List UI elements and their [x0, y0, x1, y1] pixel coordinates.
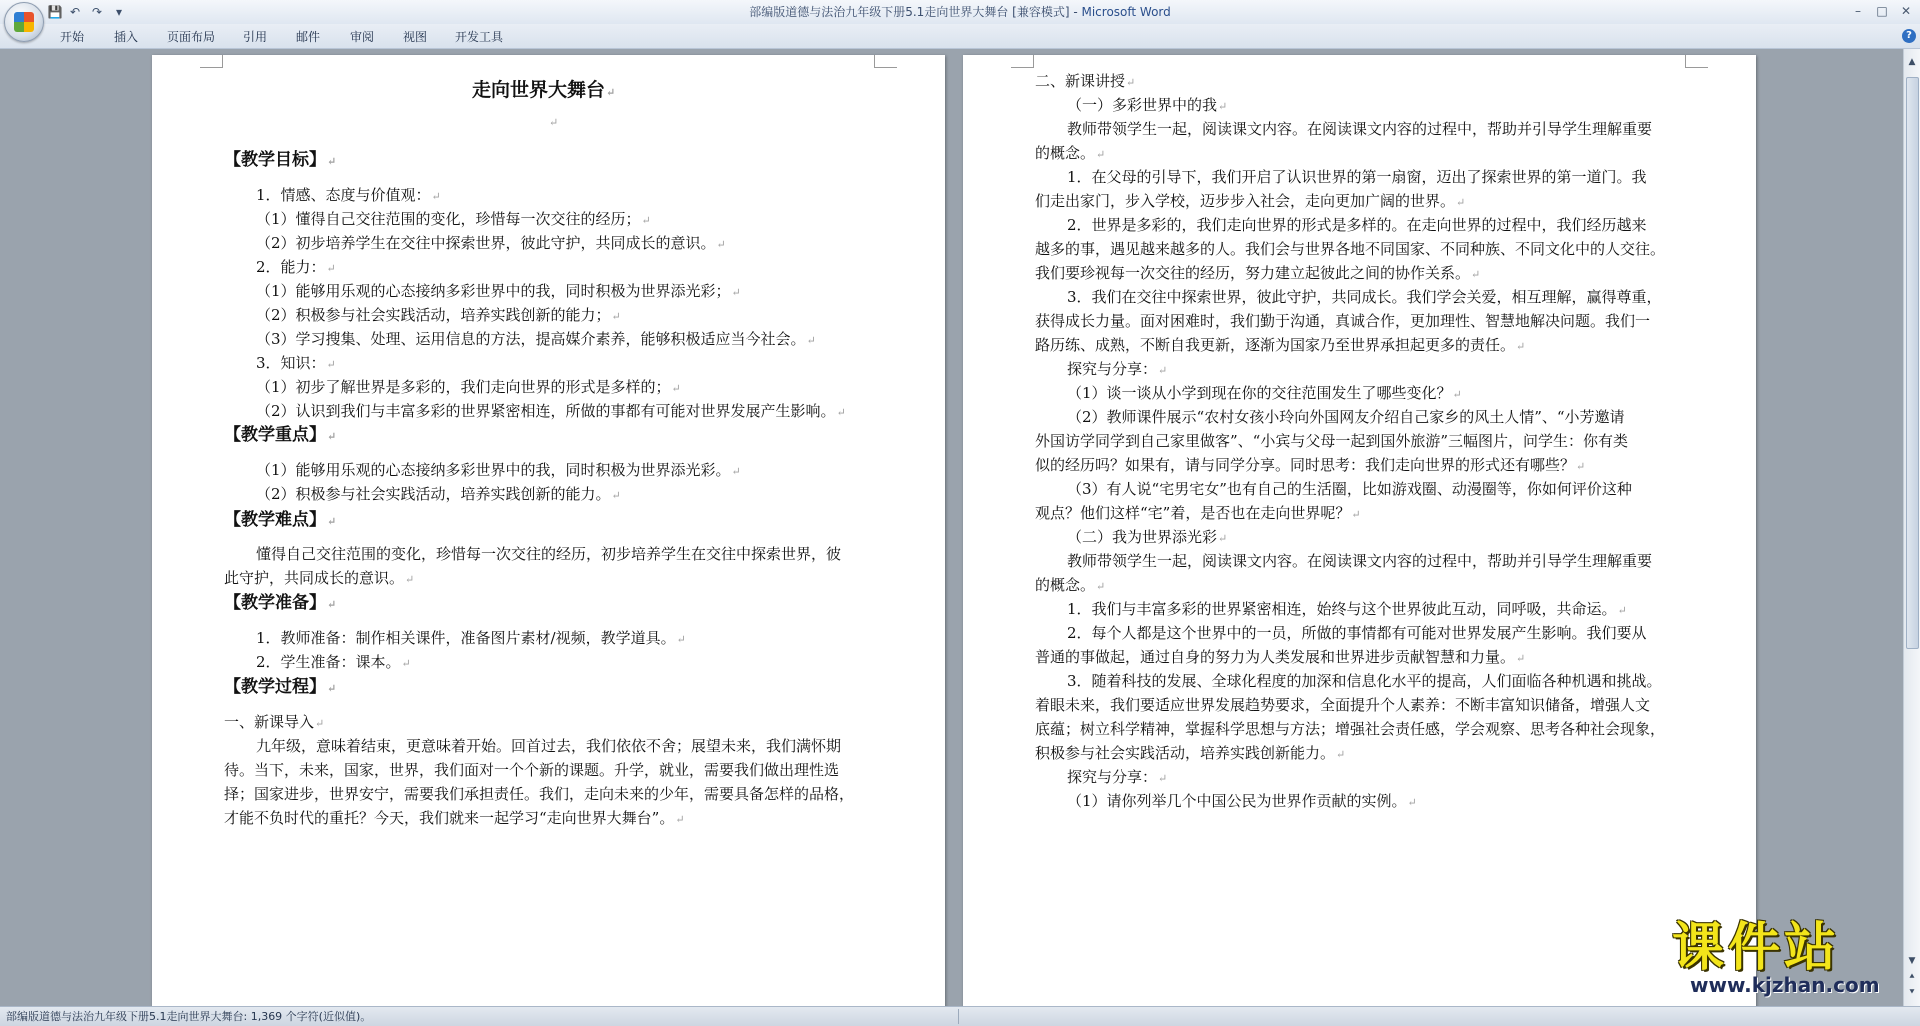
- watermark-url: www.kjzhan.com: [1690, 973, 1880, 997]
- paragraph: 3．我们在交往中探索世界，彼此守护，共同成长。我们学会关爱，相互理解，赢得尊重，: [1067, 288, 1662, 306]
- tab-home[interactable]: 开始: [60, 30, 85, 44]
- paragraph: （1）请你列举几个中国公民为世界作贡献的实例。↵: [1067, 792, 1417, 810]
- paragraph: （2）教师课件展示“农村女孩小玲向外国网友介绍自己家乡的风土人情”、“小芳邀请: [1067, 408, 1625, 426]
- tab-review[interactable]: 审阅: [350, 30, 375, 44]
- paragraph: 观点？他们这样“宅”着，是否也在走向世界呢？↵: [1035, 504, 1361, 522]
- paragraph: 1．在父母的引导下，我们开启了认识世界的第一扇窗，迈出了探索世界的第一道门。我: [1067, 168, 1647, 186]
- close-button[interactable]: ✕: [1900, 4, 1912, 18]
- app-name: Microsoft Word: [1081, 5, 1171, 19]
- paragraph: 教师带领学生一起，阅读课文内容。在阅读课文内容的过程中，帮助并引导学生理解重要: [1067, 120, 1653, 138]
- paragraph: 懂得自己交往范围的变化，珍惜每一次交往的经历，初步培养学生在交往中探索世界，彼: [256, 545, 842, 563]
- status-divider: [958, 1009, 959, 1024]
- paragraph: 2．能力：↵: [256, 258, 336, 276]
- maximize-button[interactable]: □: [1876, 4, 1888, 18]
- paragraph: （1）懂得自己交往范围的变化，珍惜每一次交往的经历；↵: [256, 210, 651, 228]
- paragraph: 着眼未来，我们要适应世界发展趋势要求，全面提升个人素养：不断丰富知识储备，增强人文: [1035, 696, 1651, 714]
- section-heading: 【教学目标】↵: [224, 150, 337, 170]
- paragraph: 3．知识：↵: [256, 354, 336, 372]
- paragraph: 底蕴；树立科学精神，掌握科学思想与方法；增强社会责任感，学会观察、思考各种社会现象，: [1035, 720, 1666, 738]
- paragraph: 2．世界是多彩的，我们走向世界的形式是多样的。在走向世界的过程中，我们经历越来: [1067, 216, 1647, 234]
- document-heading: 走向世界大舞台↵: [472, 79, 616, 101]
- watermark-logo-text: 课件站: [1672, 918, 1841, 978]
- paragraph: （2）积极参与社会实践活动，培养实践创新的能力。↵: [256, 485, 621, 503]
- window-title: [0, 0, 1920, 24]
- status-bar: [0, 1006, 1920, 1026]
- customize-quick-access-icon[interactable]: ▾: [115, 5, 123, 19]
- tab-mailings[interactable]: 邮件: [296, 30, 321, 44]
- status-text: 部编版道德与法治九年级下册5.1走向世界大舞台: 1,369 个字符(近似值)。: [6, 1010, 372, 1023]
- section-heading: 【教学难点】↵: [224, 510, 337, 530]
- paragraph: 的概念。↵: [1035, 144, 1106, 162]
- paragraph: 教师带领学生一起，阅读课文内容。在阅读课文内容的过程中，帮助并引导学生理解重要: [1067, 552, 1653, 570]
- crop-mark: [1685, 55, 1708, 68]
- paragraph: 1．情感、态度与价值观：↵: [256, 186, 441, 204]
- paragraph: 路历练、成熟，不断自我更新，逐渐为国家乃至世界承担起更多的责任。↵: [1035, 336, 1526, 354]
- ribbon-tabs: [0, 24, 1920, 49]
- scroll-up-icon[interactable]: ▲: [1908, 57, 1916, 67]
- paragraph: （1）初步了解世界是多彩的，我们走向世界的形式是多样的；↵: [256, 378, 681, 396]
- tab-page-layout[interactable]: 页面布局: [167, 30, 216, 44]
- paragraph: 1．我们与丰富多彩的世界紧密相连，始终与这个世界彼此互动，同呼吸，共命运。↵: [1067, 600, 1627, 618]
- tab-insert[interactable]: 插入: [114, 30, 139, 44]
- crop-mark: [874, 55, 897, 68]
- empty-paragraph: ↵: [549, 116, 559, 129]
- paragraph: 积极参与社会实践活动，培养实践创新能力。↵: [1035, 744, 1346, 762]
- paragraph: 获得成长力量。面对困难时，我们勤于沟通，真诚合作，更加理性、智慧地解决问题。我们一: [1035, 312, 1651, 330]
- title-bar: [0, 0, 1920, 25]
- page-right: [963, 55, 1756, 1006]
- document-area: [0, 49, 1904, 1006]
- tab-references[interactable]: 引用: [243, 30, 268, 44]
- next-page-icon[interactable]: ⯆: [1908, 988, 1916, 998]
- tab-developer[interactable]: 开发工具: [455, 30, 504, 44]
- paragraph: 探究与分享：↵: [1067, 360, 1168, 378]
- paragraph: 似的经历吗？如果有，请与同学分享。同时思考：我们走向世界的形式还有哪些？↵: [1035, 456, 1586, 474]
- save-icon[interactable]: 💾: [47, 5, 63, 19]
- paragraph: 才能不负时代的重托？今天，我们就来一起学习“走向世界大舞台”。↵: [224, 809, 685, 827]
- paragraph: 2．每个人都是这个世界中的一员，所做的事情都有可能对世界发展产生影响。我们要从: [1067, 624, 1647, 642]
- crop-mark: [1011, 55, 1034, 68]
- paragraph: 2．学生准备：课本。↵: [256, 653, 411, 671]
- vertical-scrollbar[interactable]: [1903, 49, 1920, 1006]
- tab-view[interactable]: 视图: [403, 30, 428, 44]
- paragraph: 一、新课导入↵: [224, 713, 325, 731]
- paragraph: 越多的事，遇见越来越多的人。我们会与世界各地不同国家、不同种族、不同文化中的人交往。: [1035, 240, 1666, 258]
- watermark: [1668, 918, 1908, 998]
- paragraph: 待。当下，未来，国家，世界，我们面对一个个新的课题。升学，就业，需要我们做出理性选: [224, 761, 840, 779]
- section-heading: 【教学重点】↵: [224, 425, 337, 445]
- paragraph: （3）有人说“宅男宅女”也有自己的生活圈，比如游戏圈、动漫圈等，你如何评价这种: [1067, 480, 1632, 498]
- paragraph: 普通的事做起，通过自身的努力为人类发展和世界进步贡献智慧和力量。↵: [1035, 648, 1526, 666]
- paragraph: 我们要珍视每一次交往的经历，努力建立起彼此之间的协作关系。↵: [1035, 264, 1481, 282]
- minimize-button[interactable]: –: [1855, 4, 1861, 18]
- paragraph: （一）多彩世界中的我↵: [1067, 96, 1228, 114]
- page-left: [152, 55, 945, 1006]
- help-icon[interactable]: ?: [1902, 29, 1916, 43]
- scrollbar-thumb[interactable]: [1906, 77, 1919, 649]
- paragraph: （1）能够用乐观的心态接纳多彩世界中的我，同时积极为世界添光彩。↵: [256, 461, 741, 479]
- paragraph: 探究与分享：↵: [1067, 768, 1168, 786]
- scroll-down-icon[interactable]: ▼: [1908, 956, 1916, 966]
- paragraph: （2）初步培养学生在交往中探索世界，彼此守护，共同成长的意识。↵: [256, 234, 726, 252]
- paragraph: （1）能够用乐观的心态接纳多彩世界中的我，同时积极为世界添光彩；↵: [256, 282, 741, 300]
- paragraph: （1）谈一谈从小学到现在你的交往范围发生了哪些变化？↵: [1067, 384, 1462, 402]
- paragraph: 二、新课讲授↵: [1035, 72, 1136, 90]
- paragraph: 3．随着科技的发展、全球化程度的加深和信息化水平的提高，人们面临各种机遇和挑战。: [1067, 672, 1662, 690]
- paragraph: 九年级，意味着结束，更意味着开始。回首过去，我们依依不舍；展望未来，我们满怀期: [256, 737, 842, 755]
- paragraph: （3）学习搜集、处理、运用信息的方法，提高媒介素养，能够积极适应当今社会。↵: [256, 330, 816, 348]
- paragraph: （2）认识到我们与丰富多彩的世界紧密相连，所做的事都有可能对世界发展产生影响。↵: [256, 402, 846, 420]
- paragraph: 们走出家门，步入学校，迈步步入社会，走向更加广阔的世界。↵: [1035, 192, 1466, 210]
- paragraph: 1．教师准备：制作相关课件，准备图片素材/视频，教学道具。↵: [256, 629, 686, 647]
- document-title: 部编版道德与法治九年级下册5.1走向世界大舞台 [兼容模式] -: [749, 5, 1078, 19]
- paragraph: （2）积极参与社会实践活动，培养实践创新的能力；↵: [256, 306, 621, 324]
- section-heading: 【教学准备】↵: [224, 593, 337, 613]
- paragraph: 择；国家进步，世界安宁，需要我们承担责任。我们，走向未来的少年，需要具备怎样的品格，: [224, 785, 855, 803]
- office-logo-icon: [14, 12, 34, 32]
- paragraph: 此守护，共同成长的意识。↵: [224, 569, 415, 587]
- undo-icon[interactable]: ↶: [69, 5, 81, 19]
- paragraph: 的概念。↵: [1035, 576, 1106, 594]
- office-button[interactable]: [4, 2, 44, 42]
- section-heading: 【教学过程】↵: [224, 677, 337, 697]
- paragraph: 外国访学同学到自己家里做客”、“小宾与父母一起到国外旅游”三幅图片，问学生：你有类: [1035, 432, 1629, 450]
- previous-page-icon[interactable]: ⯅: [1908, 972, 1916, 982]
- paragraph: （二）我为世界添光彩↵: [1067, 528, 1228, 546]
- redo-icon[interactable]: ↷: [91, 5, 103, 19]
- crop-mark: [200, 55, 223, 68]
